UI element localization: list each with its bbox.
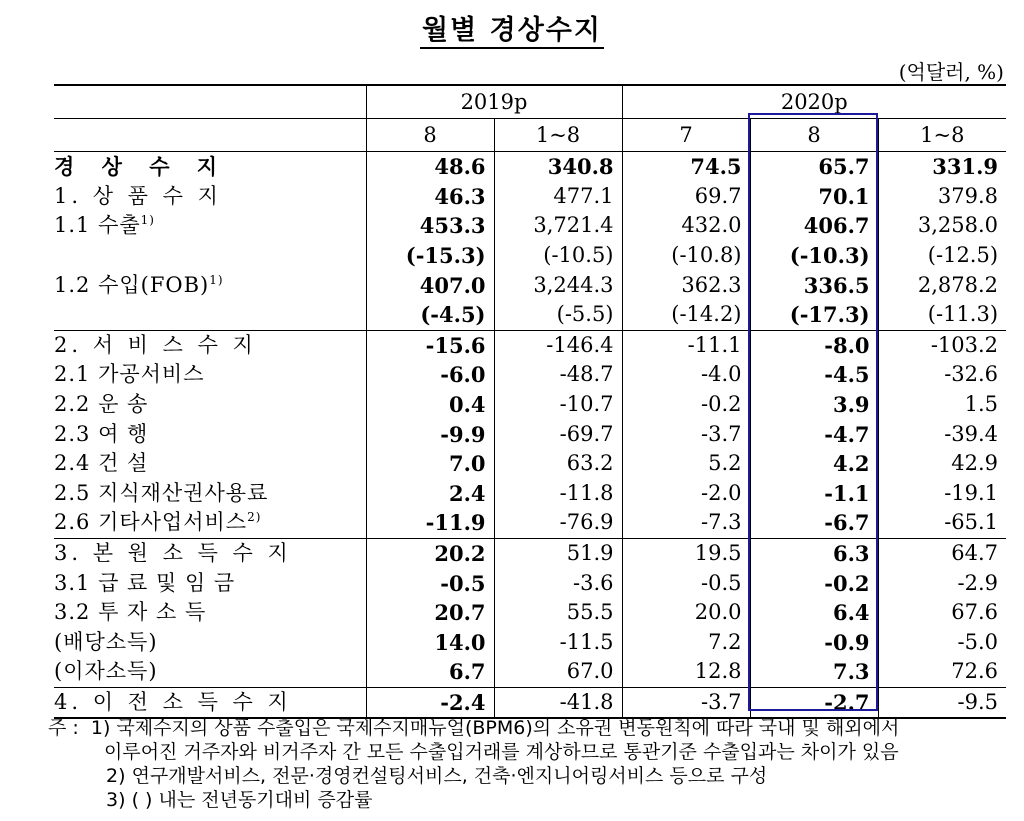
value-cell: 362.3 [622,270,750,300]
value-cell: 51.9 [494,538,622,568]
value-cell: -1.1 [750,479,878,509]
header-corner [54,85,366,119]
value-cell: 3.9 [750,390,878,420]
footnote-mark: 1) [90,717,111,739]
value-cell: 379.8 [878,182,1006,212]
table-row [54,270,1006,300]
row-label [54,628,366,658]
value-cell: -76.9 [494,508,622,538]
row-label [54,390,366,420]
value-cell: -6.0 [366,360,494,390]
value-cell: 70.1 [750,182,878,212]
table-row [54,211,1006,241]
row-label [54,657,366,687]
table-row [54,628,1006,658]
row-label [54,479,366,509]
row-label-text: 1.1 수출 [54,213,141,238]
row-label-text: 2.3 여 행 [54,421,149,446]
value-cell: -0.5 [622,568,750,598]
row-label-text: (이자소득) [54,659,158,684]
value-cell: -4.5 [750,360,878,390]
table-row [54,330,1006,360]
row-label-text: 3. 본 원 소 득 수 지 [54,541,292,566]
value-cell: -69.7 [494,419,622,449]
table-row [54,300,1006,330]
row-label [54,687,366,718]
value-cell: (-10.5) [494,241,622,271]
value-cell: 331.9 [878,152,1006,182]
footnote-1-cont [48,740,899,764]
table-row [54,419,1006,449]
value-cell: 477.1 [494,182,622,212]
value-cell: -8.0 [750,330,878,360]
header-month: 8 [366,119,494,152]
value-cell: (-11.3) [878,300,1006,330]
value-cell: 74.5 [622,152,750,182]
row-label [54,360,366,390]
value-cell: -2.0 [622,479,750,509]
table-row [54,508,1006,538]
value-cell: 0.4 [366,390,494,420]
footnote-1 [48,716,899,740]
row-label [54,568,366,598]
value-cell: (-14.2) [622,300,750,330]
value-cell: 20.7 [366,598,494,628]
value-cell: 6.4 [750,598,878,628]
current-account-table [54,84,1006,719]
row-label-text: 2.2 운 송 [54,392,149,417]
value-cell: 42.9 [878,449,1006,479]
row-label-text: 2.4 건 설 [54,451,149,476]
footnote-ref: 1) [209,272,224,287]
row-label [54,182,366,212]
value-cell: -39.4 [878,419,1006,449]
table-row [54,568,1006,598]
row-label-text: 1. 상 품 수 지 [54,183,222,208]
value-cell: -0.5 [366,568,494,598]
header-month: 8 [750,119,878,152]
header-row-years [54,85,1006,119]
value-cell: 20.2 [366,538,494,568]
footnote-text: 이루어진 거주자와 비거주자 간 모든 수출입거래를 계상하므로 통관기준 수출입과는 차이가 있음 [104,741,899,763]
value-cell: -0.9 [750,628,878,658]
row-label-text: 1.2 수입(FOB) [54,272,210,297]
value-cell: 7.2 [622,628,750,658]
footnote-text: 연구개발서비스, 전문·경영컨설팅서비스, 건축·엔지니어링서비스 등으로 구성 [131,765,768,787]
row-label-text: 2.6 기타사업서비스 [54,510,248,535]
header-row-months [54,119,1006,152]
footnote-text: 국제수지의 상품 수출입은 국제수지매뉴얼(BPM6)의 소유권 변동원칙에 따라 국내 및 해외에서 [116,717,900,739]
row-label [54,241,366,271]
table-row [54,241,1006,271]
value-cell: -11.8 [494,479,622,509]
value-cell: 406.7 [750,211,878,241]
value-cell: 20.0 [622,598,750,628]
value-cell: (-4.5) [366,300,494,330]
value-cell: 407.0 [366,270,494,300]
value-cell: -9.5 [878,687,1006,718]
value-cell: (-17.3) [750,300,878,330]
value-cell: 19.5 [622,538,750,568]
footnote-text: ( ) 내는 전년동기대비 증감률 [131,789,373,811]
table-body [54,152,1006,719]
table-row [54,657,1006,687]
value-cell: 2.4 [366,479,494,509]
value-cell: 12.8 [622,657,750,687]
header-year-2019: 2019p [366,85,622,119]
header-month: 7 [622,119,750,152]
table-row [54,449,1006,479]
value-cell: -32.6 [878,360,1006,390]
value-cell: 4.2 [750,449,878,479]
value-cell: -19.1 [878,479,1006,509]
header-month: 1~8 [494,119,622,152]
value-cell: -11.5 [494,628,622,658]
value-cell: -2.7 [750,687,878,718]
value-cell: 6.7 [366,657,494,687]
header-corner-2 [54,119,366,152]
value-cell: 7.3 [750,657,878,687]
row-label-text: 3.2 투 자 소 득 [54,600,207,625]
value-cell: 340.8 [494,152,622,182]
value-cell: -11.9 [366,508,494,538]
row-label-text: 4. 이 전 소 득 수 지 [54,689,292,714]
header-year-2020: 2020p [622,85,1006,119]
value-cell: 3,244.3 [494,270,622,300]
value-cell: 1.5 [878,390,1006,420]
value-cell: -7.3 [622,508,750,538]
value-cell: -65.1 [878,508,1006,538]
value-cell: (-12.5) [878,241,1006,271]
value-cell: 7.0 [366,449,494,479]
value-cell: -9.9 [366,419,494,449]
table-row [54,479,1006,509]
value-cell: 336.5 [750,270,878,300]
value-cell: 65.7 [750,152,878,182]
unit-label: (억달러, %) [898,60,1004,84]
header-month: 1~8 [878,119,1006,152]
value-cell: 55.5 [494,598,622,628]
value-cell: 14.0 [366,628,494,658]
row-label [54,538,366,568]
row-label-text: 2.5 지식재산권사용료 [54,480,269,505]
row-label [54,211,366,241]
footnote-2 [48,764,899,788]
footnote-ref: 1) [140,213,155,228]
value-cell: (-5.5) [494,300,622,330]
value-cell: -2.4 [366,687,494,718]
row-label-text: 경 상 수 지 [54,154,228,180]
table-row [54,360,1006,390]
value-cell: -5.0 [878,628,1006,658]
value-cell: 63.2 [494,449,622,479]
row-label [54,419,366,449]
value-cell: -3.7 [622,419,750,449]
row-label [54,300,366,330]
page-title: 월별 경상수지 [0,8,1024,47]
value-cell: 6.3 [750,538,878,568]
value-cell: -48.7 [494,360,622,390]
footnote-3 [48,788,899,812]
value-cell: -10.7 [494,390,622,420]
value-cell: 69.7 [622,182,750,212]
value-cell: (-10.8) [622,241,750,271]
table-row [54,598,1006,628]
row-label [54,270,366,300]
table-row [54,152,1006,182]
value-cell: -6.7 [750,508,878,538]
table-row [54,390,1006,420]
value-cell: -11.1 [622,330,750,360]
value-cell: -2.9 [878,568,1006,598]
footnotes [48,716,899,812]
value-cell: 72.6 [878,657,1006,687]
footnote-ref: 2) [247,510,262,525]
row-label [54,152,366,182]
table-row [54,687,1006,718]
row-label-text: (배당소득) [54,629,158,654]
footnote-mark: 3) [106,789,126,811]
value-cell: (-10.3) [750,241,878,271]
value-cell: -3.6 [494,568,622,598]
value-cell: -4.0 [622,360,750,390]
value-cell: 453.3 [366,211,494,241]
footnote-mark: 2) [106,765,126,787]
row-label-text: 3.1 급 료 및 임 금 [54,570,236,595]
table-row [54,182,1006,212]
value-cell: (-15.3) [366,241,494,271]
value-cell: 2,878.2 [878,270,1006,300]
row-label-text: 2.1 가공서비스 [54,362,205,387]
value-cell: -103.2 [878,330,1006,360]
value-cell: 3,721.4 [494,211,622,241]
value-cell: 67.0 [494,657,622,687]
value-cell: 46.3 [366,182,494,212]
row-label [54,449,366,479]
value-cell: 64.7 [878,538,1006,568]
value-cell: -41.8 [494,687,622,718]
value-cell: -0.2 [750,568,878,598]
value-cell: 3,258.0 [878,211,1006,241]
value-cell: 48.6 [366,152,494,182]
value-cell: -146.4 [494,330,622,360]
value-cell: 67.6 [878,598,1006,628]
value-cell: -4.7 [750,419,878,449]
value-cell: -3.7 [622,687,750,718]
value-cell: 5.2 [622,449,750,479]
table-row [54,538,1006,568]
row-label [54,598,366,628]
row-label [54,508,366,538]
value-cell: 432.0 [622,211,750,241]
notes-prefix: 주 : [48,717,79,739]
value-cell: -15.6 [366,330,494,360]
row-label [54,330,366,360]
row-label-text: 2. 서 비 스 수 지 [54,332,257,357]
value-cell: -0.2 [622,390,750,420]
